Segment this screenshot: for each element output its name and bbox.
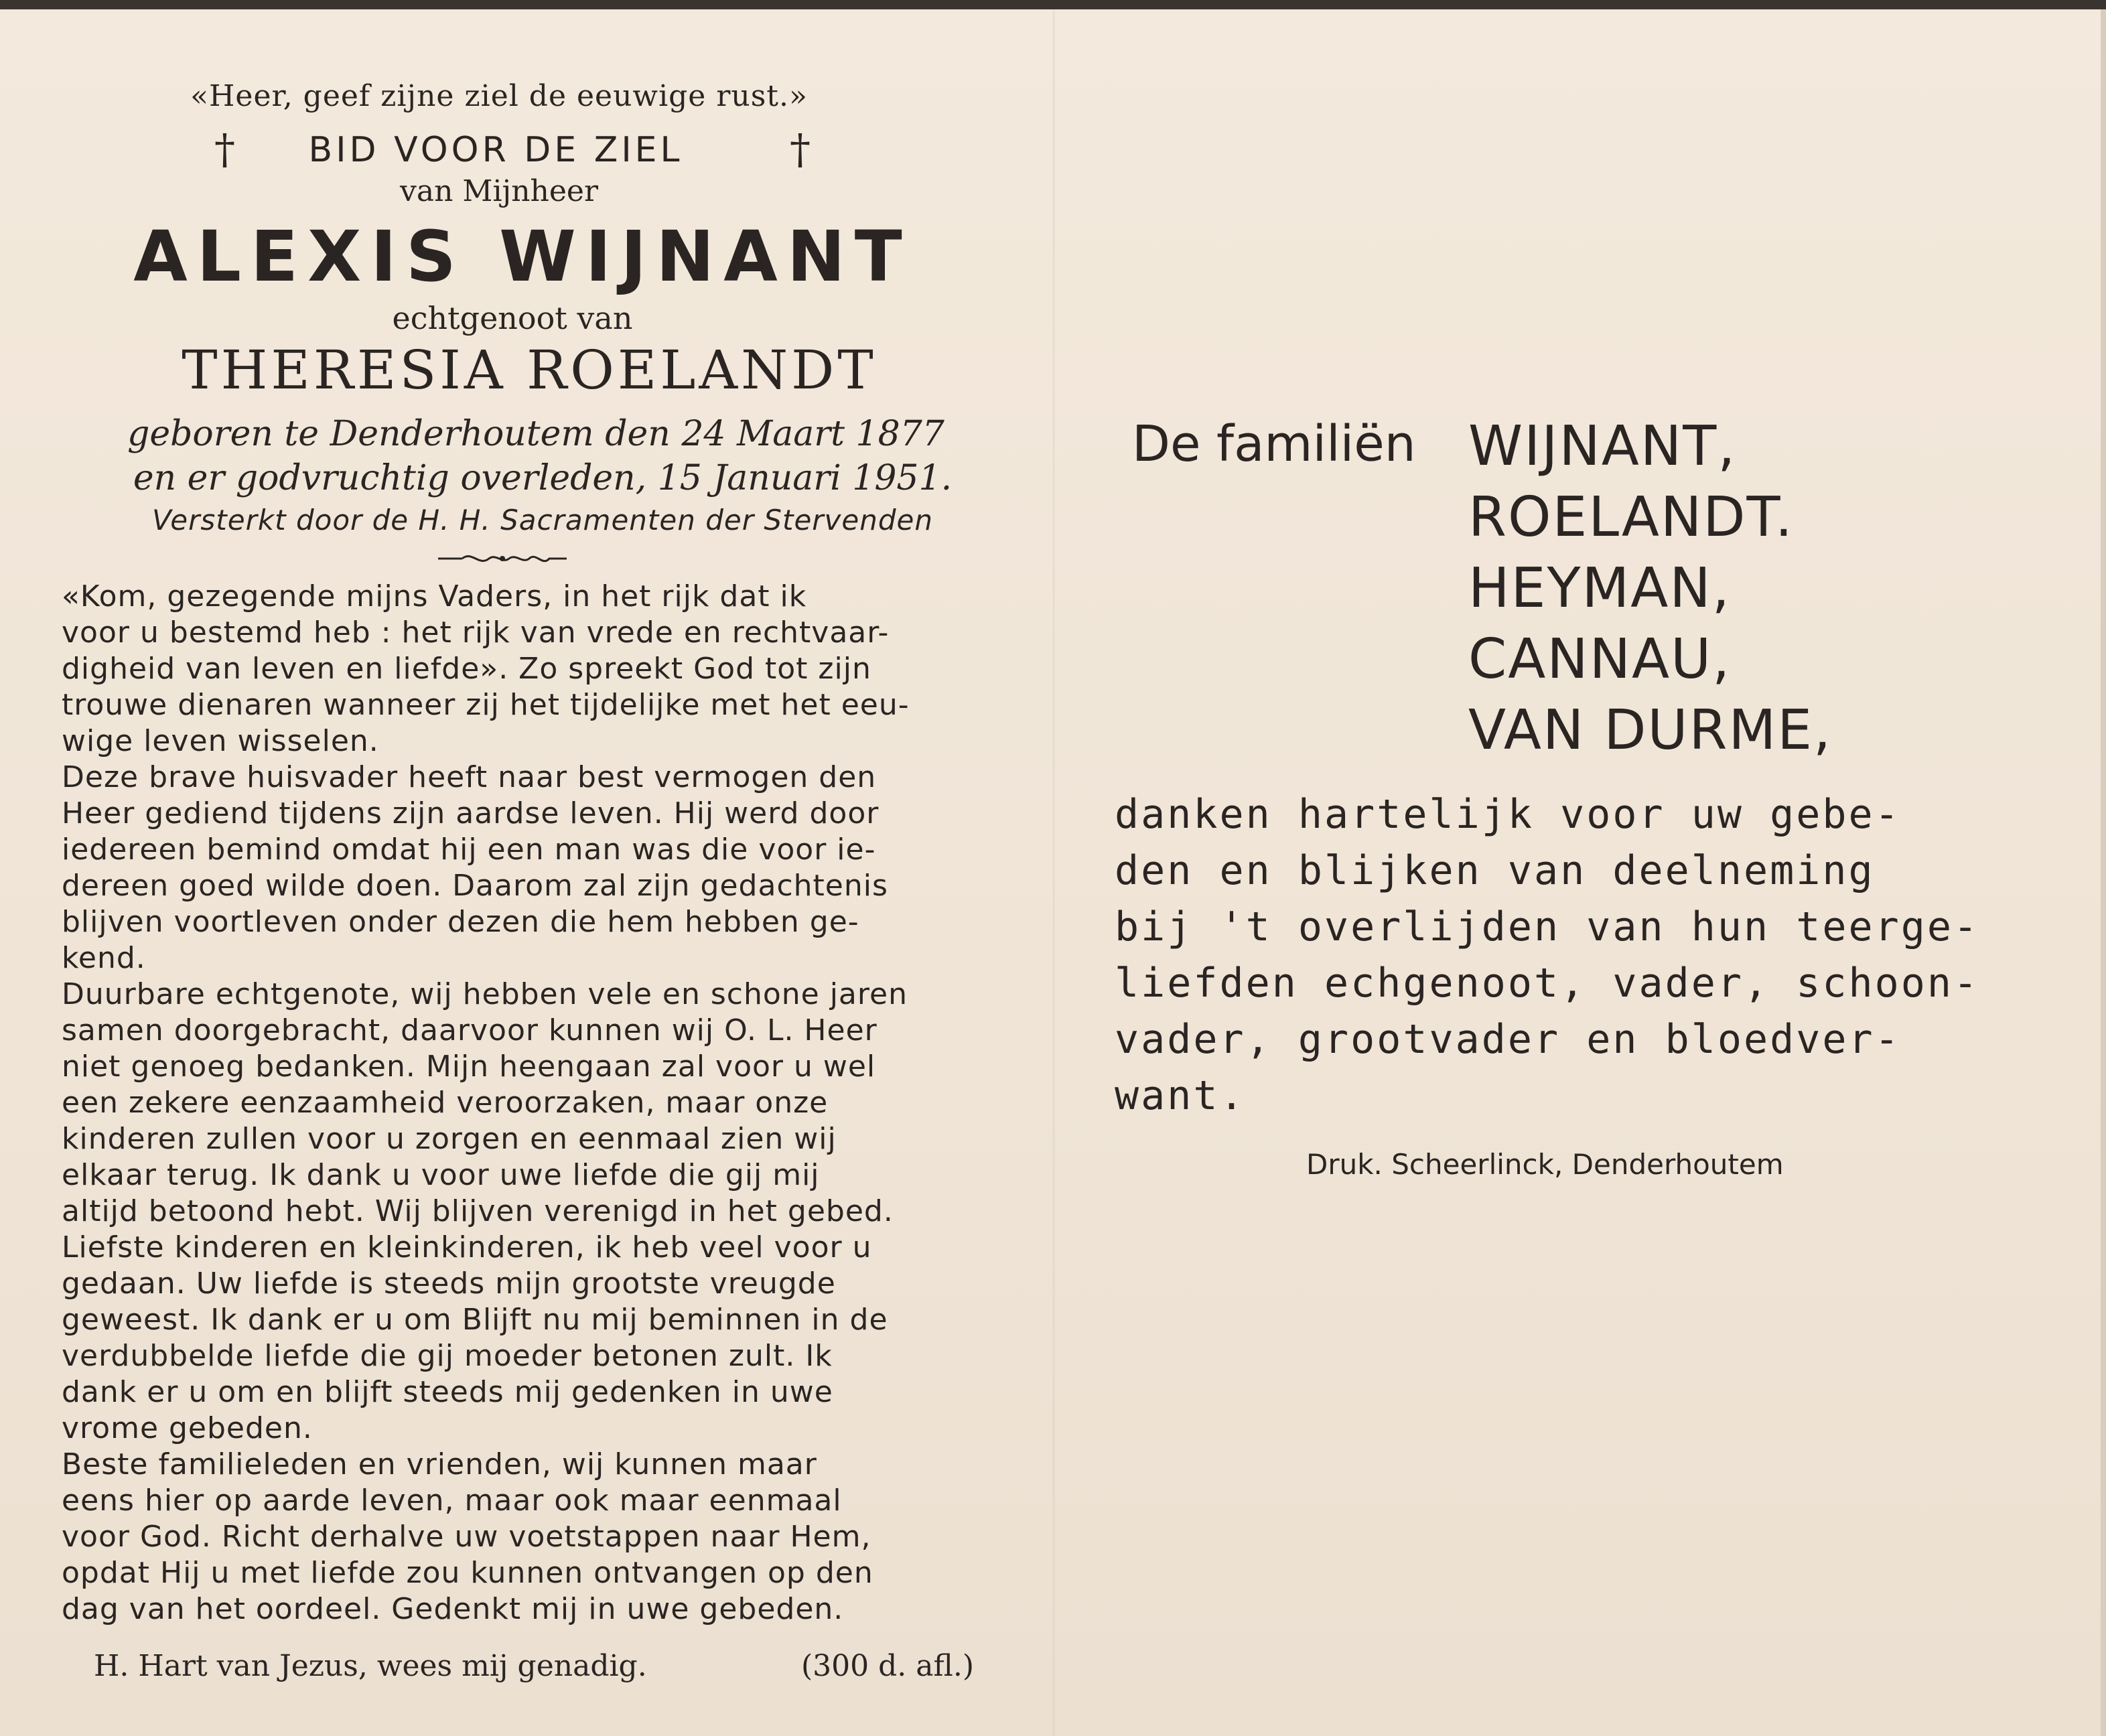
thanks-text: [1115, 786, 2052, 1124]
thanks-line: liefden echgenoot, vader, schoon-: [1115, 960, 1980, 1007]
cross-icon: †: [790, 125, 811, 173]
thanks-line: den en blijken van deelneming: [1115, 847, 1875, 894]
birth-line: geboren te Denderhoutem den 24 Maart 1877: [127, 414, 944, 454]
family-name: CANNAU,: [1468, 628, 1732, 691]
text-line: trouwe dienaren wanneer zij het tijdelijke met het eeu-: [62, 688, 910, 722]
ornament-divider: [435, 544, 569, 571]
death-line: en er godvruchtig overleden, 15 Januari 1951.: [133, 458, 953, 498]
family-name: HEYMAN,: [1468, 557, 1731, 620]
spouse-label: echtgenoot van: [392, 300, 633, 336]
text-line: gedaan. Uw liefde is steeds mijn grootste vreugde: [62, 1267, 836, 1301]
family-name: VAN DURME,: [1468, 699, 1833, 762]
text-line: Duurbare echtgenote, wij hebben vele en schone jaren: [62, 977, 908, 1011]
text-line: dank er u om en blijft steeds mij gedenken in uwe: [62, 1375, 833, 1409]
thanks-line: bij 't overlijden van hun teerge-: [1115, 903, 1980, 950]
van-mijnheer: van Mijnheer: [400, 174, 598, 208]
text-line: Beste familieleden en vrienden, wij kunnen maar: [62, 1447, 817, 1481]
text-line: wige leven wisselen.: [62, 724, 379, 758]
text-line: Heer gediend tijdens zijn aardse leven. Hij werd door: [62, 796, 880, 830]
families-label: De familiën: [1132, 415, 1416, 473]
text-line: Deze brave huisvader heeft naar best vermogen den: [62, 760, 877, 794]
prayer-quote: «Heer, geef zijne ziel de eeuwige rust.»: [190, 79, 808, 113]
text-line: een zekere eenzaamheid veroorzaken, maar onze: [62, 1086, 829, 1120]
closing-prayer: H. Hart van Jezus, wees mij genadig.: [94, 1649, 647, 1683]
family-name: WIJNANT,: [1468, 415, 1737, 478]
text-line: kinderen zullen voor u zorgen en eenmaal zien wij: [62, 1122, 837, 1156]
card-top-edge: [0, 0, 2106, 9]
text-line: voor u bestemd heb : het rijk van vrede en rechtvaar-: [62, 616, 890, 650]
text-line: samen doorgebracht, daarvoor kunnen wij O. L. Heer: [62, 1013, 878, 1047]
text-line: iedereen bemind omdat hij een man was die voor ie-: [62, 833, 876, 867]
text-line: dag van het oordeel. Gedenkt mij in uwe gebeden.: [62, 1592, 844, 1626]
family-name: ROELANDT.: [1468, 486, 1794, 549]
text-line: geweest. Ik dank er u om Blijft nu mij beminnen in de: [62, 1303, 888, 1337]
text-line: vrome gebeden.: [62, 1411, 313, 1445]
indulgence-note: (300 d. afl.): [801, 1649, 975, 1683]
text-line: Liefste kinderen en kleinkinderen, ik heb veel voor u: [62, 1230, 872, 1264]
text-line: niet genoeg bedanken. Mijn heengaan zal voor u wel: [62, 1050, 876, 1084]
bid-heading-row: [201, 126, 844, 173]
deceased-name: ALEXIS WIJNANT: [133, 216, 912, 297]
text-line: opdat Hij u met liefde zou kunnen ontvangen op den: [62, 1556, 873, 1590]
thanks-line: danken hartelijk voor uw gebe-: [1115, 791, 1901, 838]
printer-imprint: Druk. Scheerlinck, Denderhoutem: [1306, 1148, 1784, 1181]
text-line: digheid van leven en liefde». Zo spreekt God tot zijn: [62, 652, 871, 686]
cross-icon: †: [214, 125, 235, 173]
card-fold-line: [1053, 9, 1055, 1736]
text-line: blijven voortleven onder dezen die hem hebben ge-: [62, 905, 859, 939]
text-line: kend.: [62, 941, 146, 975]
thanks-line: vader, grootvader en bloedver-: [1115, 1016, 1901, 1063]
sacraments-line: Versterkt door de H. H. Sacramenten der Stervenden: [152, 504, 933, 536]
text-line: altijd betoond hebt. Wij blijven verenigd in het gebed.: [62, 1194, 894, 1228]
card-right-edge: [2101, 9, 2106, 1736]
spouse-name: THERESIA ROELANDT: [182, 339, 877, 401]
meditation-text: [62, 579, 999, 1628]
thanks-line: want.: [1115, 1072, 1246, 1119]
text-line: verdubbelde liefde die gij moeder betonen zult. Ik: [62, 1339, 833, 1373]
family-names: [1468, 411, 1832, 766]
text-line: «Kom, gezegende mijns Vaders, in het rijk dat ik: [62, 579, 807, 613]
text-line: voor God. Richt derhalve uw voetstappen naar Hem,: [62, 1520, 871, 1554]
text-line: dereen goed wilde doen. Daarom zal zijn gedachtenis: [62, 869, 888, 903]
bid-voor-de-ziel: BID VOOR DE ZIEL: [308, 130, 683, 170]
text-line: eens hier op aarde leven, maar ook maar eenmaal: [62, 1484, 842, 1518]
text-line: elkaar terug. Ik dank u voor uwe liefde die gij mij: [62, 1158, 820, 1192]
